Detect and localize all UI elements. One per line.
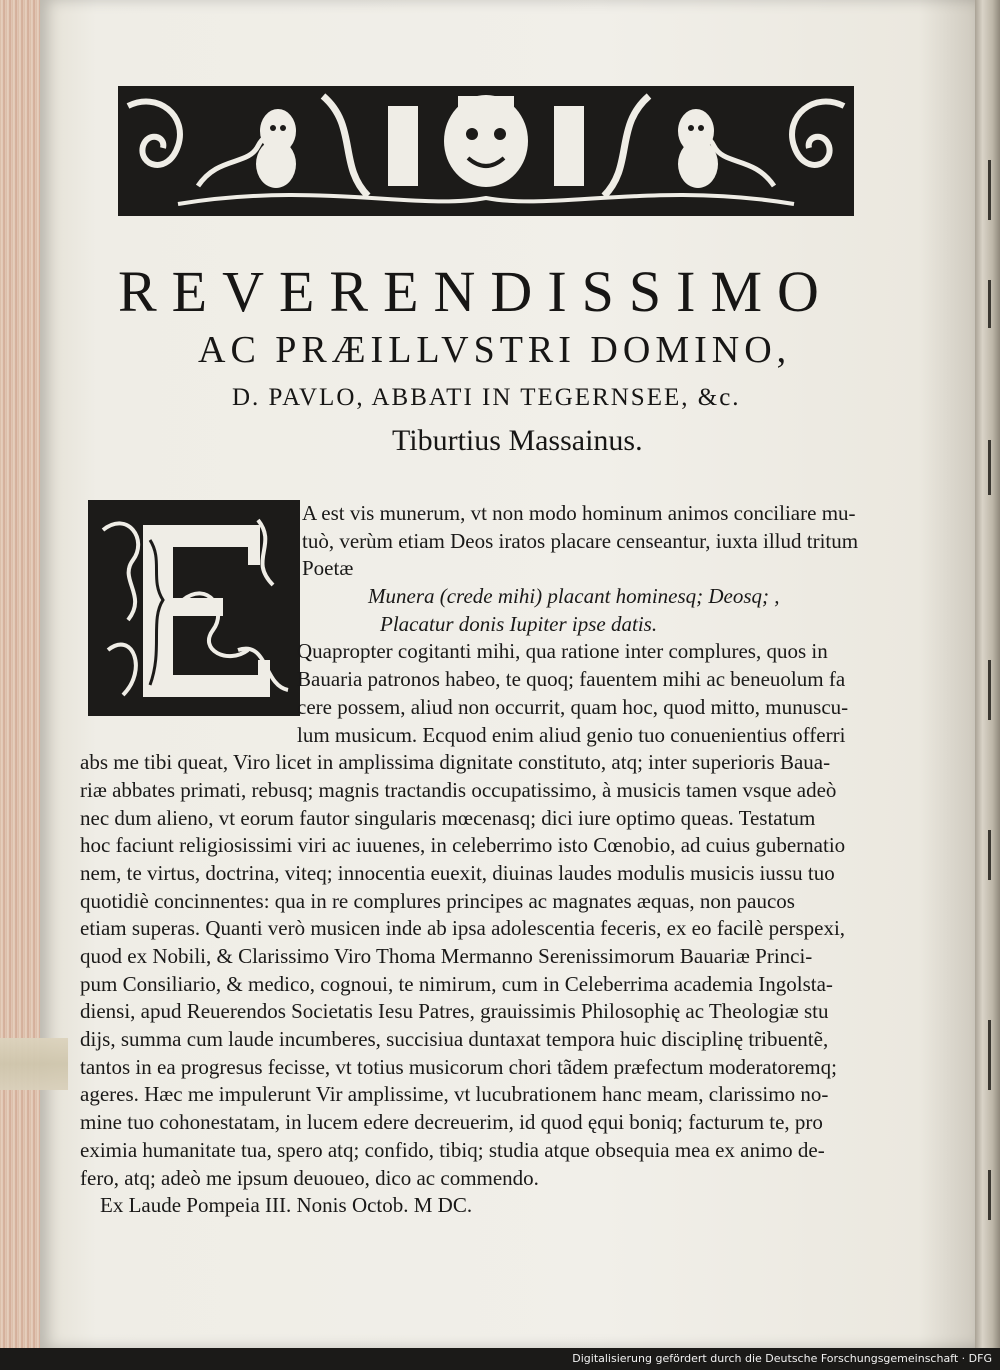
tape-strip (0, 1038, 68, 1090)
body-line: nem, te virtus, doctrina, viteq; innocentia euexit, diuinas laudes modulis musicis iussu tuo (80, 860, 835, 885)
digitization-credit: Digitalisierung gefördert durch die Deutsche Forschungsgemeinschaft · DFG (572, 1352, 992, 1365)
body-line: abs me tibi queat, Viro licet in amplissima dignitate constituto, atq; inter superioris Baua- (80, 750, 831, 775)
bleed-through-marks (985, 140, 997, 1240)
body-line: A est vis munerum, vt non modo hominum animos conciliare mu- (302, 501, 856, 525)
dedication-addressee: D. PAVLO, ABBATI IN TEGERNSEE, &c. (232, 384, 741, 411)
signature-line: Ex Laude Pompeia III. Nonis Octob. M DC. (100, 1193, 473, 1218)
body-line: lum musicum. Ecquod enim aliud genio tuo conuenientius offerri (297, 722, 846, 747)
body-line: quotidiè concinnentes: qua in re complures principes ac magnates æquas, non paucos (80, 888, 795, 913)
body-line: etiam superas. Quanti verò musicen inde ab ipsa adolescentia feceris, ex eo facilè perspexi, (80, 916, 846, 941)
body-line: nec dum alieno, vt eorum fautor singularis mœcenasq; dici iure optimo queas. Testatum (80, 805, 816, 830)
dedication-title: REVERENDISSIMO (118, 259, 834, 324)
body-line: ageres. Hæc me impulerunt Vir amplissime, vt lucubrationem hanc meam, clarissimo no- (80, 1082, 829, 1107)
book-edge-left (0, 0, 42, 1370)
body-line: Quapropter cogitanti mihi, qua ratione inter complures, quos in (297, 639, 828, 664)
body-line: Poetæ (302, 556, 354, 581)
dedication-subtitle: AC PRÆILLVSTRI DOMINO, (198, 329, 792, 371)
body-line: riæ abbates primati, rebusq; magnis tractandis occupatissimo, à musicis tamen vsque adeò (80, 777, 837, 802)
body-line: eximia humanitate tua, spero atq; confido, tibiq; studia atque obsequia mea ex animo de- (80, 1137, 825, 1162)
dedication-body (80, 500, 965, 1220)
body-line: dijs, summa cum laude incumberes, succisiua duntaxat tempora huic disciplinę tribuentẽ, (80, 1027, 829, 1052)
headpiece-ornament (118, 86, 854, 216)
body-line: hoc faciunt religiosissimi viri ac iuuenes, in celeberrimo isto Cœnobio, ad cuius gubernatio (80, 833, 846, 858)
body-line: Bauaria patronos habeo, te quoq; fauentem mihi ac beneuolum fa (297, 667, 846, 692)
body-line: quod ex Nobili, & Clarissimo Viro Thoma Mermanno Serenissimorum Bauariæ Princi- (80, 944, 813, 968)
verse-line: Munera (crede mihi) placant hominesq; Deosq; , (368, 584, 780, 609)
body-line: cere possem, aliud non occurrit, quam hoc, quod mitto, munuscu- (297, 694, 849, 719)
body-line: mine tuo cohonestatam, in lucem edere decreuerim, id quod ęqui boniq; facturum te, pro (80, 1110, 823, 1135)
body-line: pum Consiliario, & medico, cognoui, te nimirum, cum in Celeberrima academia Ingolsta- (80, 971, 833, 996)
verse-line: Placatur donis Iupiter ipse datis. (380, 611, 658, 636)
author-name: Tiburtius Massainus. (392, 424, 643, 457)
body-line: diensi, apud Reuerendos Societatis Iesu Patres, grauissimis Philosophię ac Theologiæ stu (80, 999, 829, 1024)
body-line: tantos in ea progresus fecisse, vt totius musicorum chori tãdem præfectum moderatoremq; (80, 1054, 837, 1079)
body-line: tuò, verùm etiam Deos iratos placare censeantur, iuxta illud tritum (302, 528, 859, 553)
body-line: fero, atq; adeò me ipsum deuoueo, dico ac commendo. (80, 1165, 539, 1190)
